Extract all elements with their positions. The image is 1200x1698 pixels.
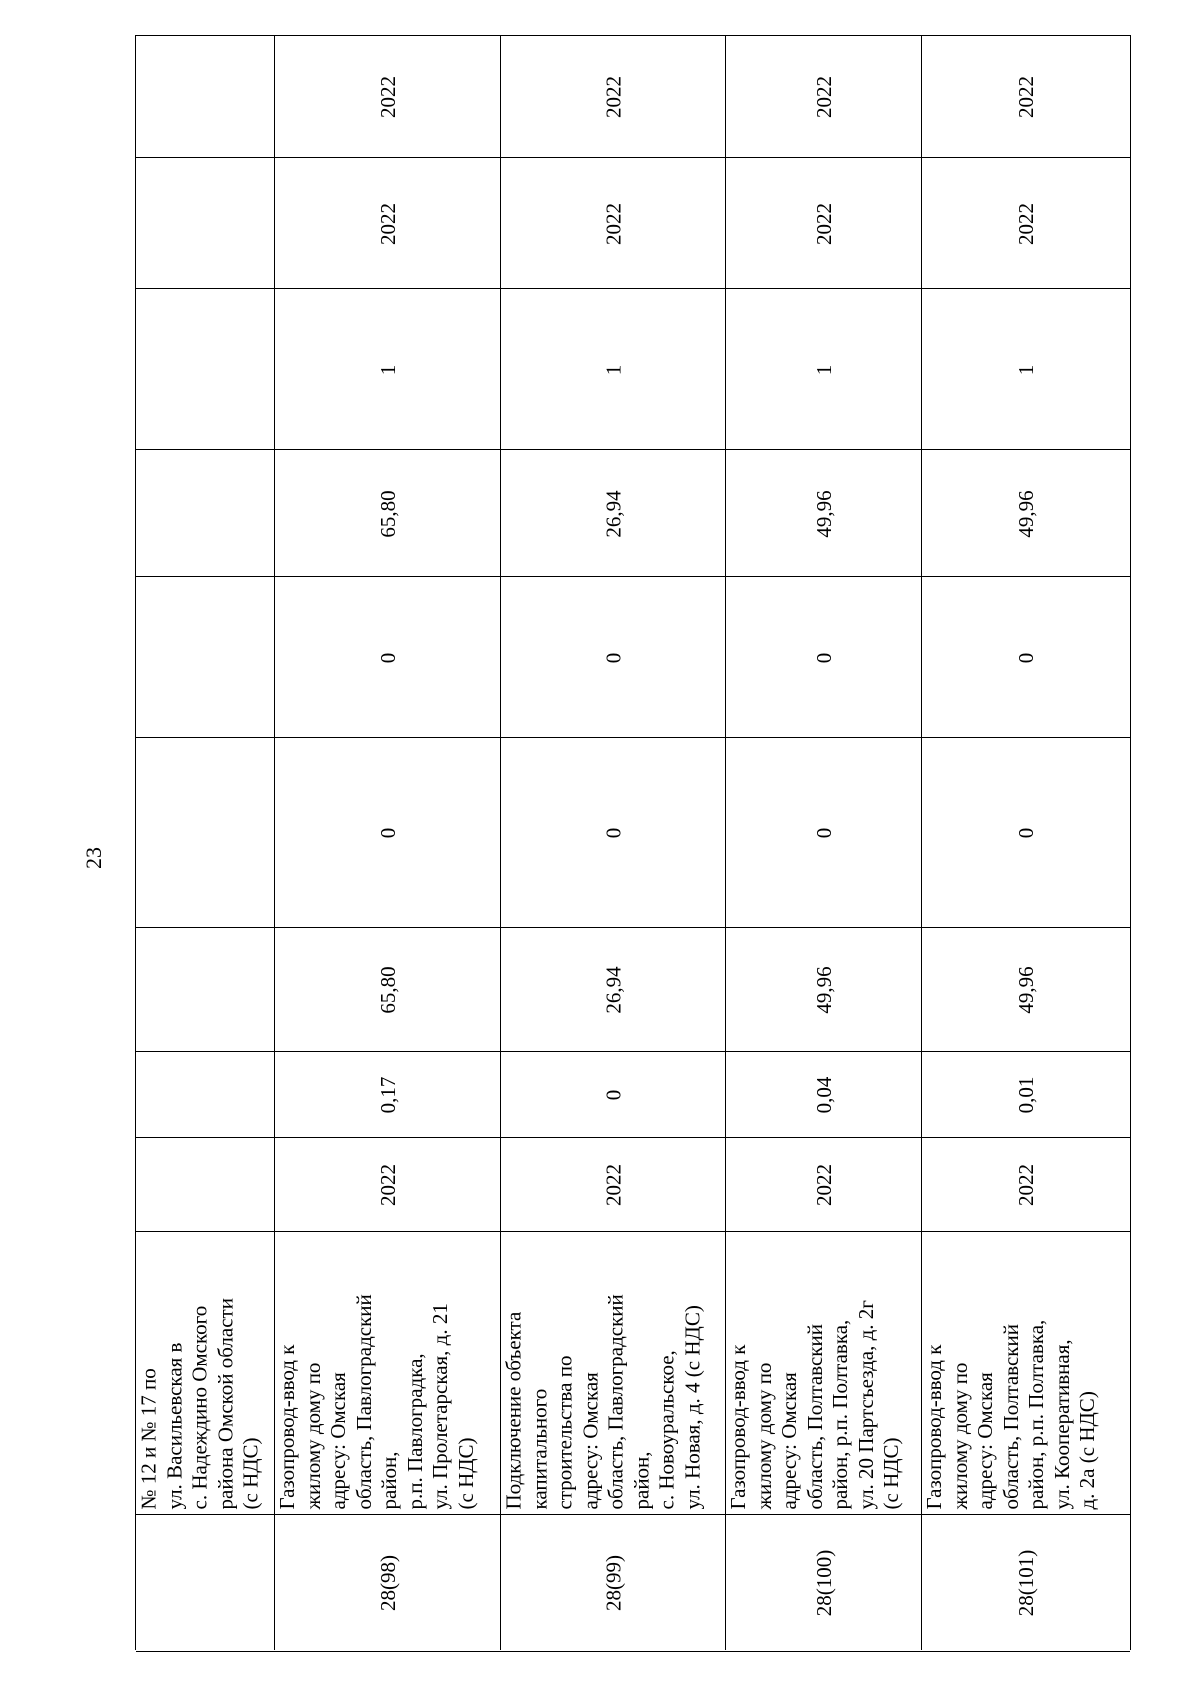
cell-col-6 [501,576,726,738]
cell-col-3 [501,1051,726,1138]
table-row [135,35,275,1650]
col-4-value [136,928,275,1052]
col-3-value: 0,01 [1013,1076,1038,1114]
description-line: района Омской области [212,1297,237,1509]
cell-row-id [922,1514,1130,1652]
cell-col-7 [726,449,922,577]
description-line: район, р.п. Полтавка, [1024,1319,1048,1509]
description-line: жилому дому по [300,1362,325,1509]
description-line: с. Надеждино Омского [187,1305,211,1509]
cell-col-6 [275,576,501,738]
col-9-value: 2022 [1013,202,1038,245]
col-3-value: 0,04 [811,1076,836,1114]
row-id-value: 28(101) [1013,1549,1038,1617]
description-line: д. 2а (с НДС) [1075,1390,1099,1509]
description-line: (с НДС) [453,1436,478,1509]
description-line: (с НДС) [879,1436,903,1509]
cell-col-6 [136,576,275,738]
description-line: район, [628,1450,653,1509]
object-description [136,1232,275,1515]
cell-col-8 [136,288,275,450]
cell-year [501,1137,726,1232]
col-8-value: 1 [375,364,400,375]
cell-col-8 [922,288,1130,450]
table-row [725,35,922,1650]
description-line: ул. Пролетарская, д. 21 [428,1302,452,1509]
table-row [921,35,1131,1650]
object-description [922,1232,1130,1515]
col-10-value: 2022 [375,76,400,118]
cell-col-8 [726,288,922,450]
description-line: область, Павлоградский [351,1293,376,1509]
row-id-value: 28(100) [811,1549,836,1617]
col-9-value [136,158,275,289]
cell-col-7 [922,449,1130,577]
col-7-value [136,450,275,577]
cell-col-9 [726,157,922,289]
data-table [135,35,1129,1650]
col-8-value [136,289,275,450]
cell-col-10 [922,35,1130,158]
description-line: Газопровод-ввод к [726,1344,750,1509]
cell-col-10 [136,35,275,158]
year-value: 2022 [601,1164,625,1206]
col-6-value: 0 [601,652,625,663]
year-value: 2022 [1013,1164,1038,1206]
col-4-value: 49,96 [1013,966,1038,1014]
col-10-value [136,36,275,158]
col-8-value: 1 [811,364,836,375]
col-9-value: 2022 [601,202,625,245]
cell-col-4 [136,927,275,1052]
cell-col-5 [275,737,501,928]
cell-row-id [136,1514,275,1652]
cell-col-5 [136,737,275,928]
cell-col-6 [726,576,922,738]
cell-col-5 [726,737,922,928]
cell-col-4 [922,927,1130,1052]
description-line: (с НДС) [238,1436,262,1509]
cell-col-5 [922,737,1130,928]
cell-year [726,1137,922,1232]
year-value [136,1138,275,1232]
description-line: область, Павлоградский [603,1293,627,1509]
cell-description [501,1231,726,1515]
description-line: область, Полтавский [998,1323,1023,1509]
cell-col-4 [726,927,922,1052]
cell-col-5 [501,737,726,928]
cell-description [726,1231,922,1515]
description-line: ул. 20 Партсъезда, д. 2г [853,1299,878,1509]
description-line: Подключение объекта [501,1311,525,1509]
col-6-value: 0 [375,652,400,663]
col-3-value [136,1052,275,1138]
cell-col-7 [275,449,501,577]
cell-col-3 [136,1051,275,1138]
cell-description [136,1231,275,1515]
description-line: адресу: Омская [973,1371,997,1509]
cell-col-7 [136,449,275,577]
cell-year [136,1137,275,1232]
cell-row-id [726,1514,922,1652]
row-id-value: 28(98) [375,1555,400,1611]
col-8-value: 1 [1013,364,1038,375]
description-line: № 12 и № 17 по [136,1367,160,1509]
description-line: адресу: Омская [326,1371,350,1509]
description-line: ул. Васильевская в [161,1342,186,1509]
object-description [726,1232,922,1515]
year-value: 2022 [375,1164,400,1206]
col-10-value: 2022 [1013,76,1038,118]
col-5-value: 0 [375,827,400,839]
description-line: ул. Новая, д. 4 (с НДС) [679,1304,704,1509]
description-line: строительства по [552,1355,576,1509]
row-id-value [136,1515,275,1651]
col-3-value: 0,17 [375,1076,400,1114]
description-line: область, Полтавский [802,1323,827,1509]
object-description [275,1232,501,1515]
col-10-value: 2022 [811,76,836,118]
col-7-value: 65,80 [375,489,400,538]
cell-col-6 [922,576,1130,738]
col-4-value: 49,96 [811,966,836,1014]
col-7-value: 49,96 [811,489,836,538]
page-number: 23 [81,847,106,869]
cell-col-8 [501,288,726,450]
col-3-value: 0 [601,1089,625,1101]
cell-row-id [501,1514,726,1652]
row-id-value: 28(99) [601,1555,625,1611]
description-line: жилому дому по [751,1362,776,1509]
cell-col-4 [275,927,501,1052]
cell-col-9 [275,157,501,289]
col-8-value: 1 [601,364,625,375]
cell-col-3 [922,1051,1130,1138]
description-line: р.п. Павлоградка, [402,1352,427,1509]
cell-description [922,1231,1130,1515]
col-10-value: 2022 [601,76,625,118]
col-9-value: 2022 [811,202,836,245]
cell-col-3 [726,1051,922,1138]
cell-col-4 [501,927,726,1052]
cell-col-9 [136,157,275,289]
description-line: адресу: Омская [577,1371,602,1509]
object-description [501,1232,726,1515]
description-line: капитального [526,1388,551,1509]
cell-col-10 [726,35,922,158]
description-line: Газопровод-ввод к [922,1344,946,1509]
description-line: ул. Кооперативная, [1049,1338,1074,1509]
col-5-value: 0 [811,827,836,839]
col-6-value: 0 [1013,652,1038,663]
cell-year [922,1137,1130,1232]
cell-row-id [275,1514,501,1652]
cell-description [275,1231,501,1515]
cell-col-8 [275,288,501,450]
col-5-value: 0 [601,827,625,839]
description-line: район, [377,1450,401,1509]
cell-col-7 [501,449,726,577]
description-line: район, р.п. Полтавка, [828,1319,852,1509]
description-line: Газопровод-ввод к [275,1344,299,1509]
cell-col-10 [275,35,501,158]
year-value: 2022 [811,1164,836,1206]
col-6-value [136,577,275,738]
col-4-value: 26,94 [601,966,625,1014]
cell-col-9 [922,157,1130,289]
cell-col-9 [501,157,726,289]
description-line: жилому дому по [947,1362,972,1509]
cell-col-10 [501,35,726,158]
col-6-value: 0 [811,652,836,663]
table-row [274,35,501,1650]
cell-col-3 [275,1051,501,1138]
description-line: адресу: Омская [777,1371,801,1509]
col-7-value: 49,96 [1013,489,1038,538]
col-7-value: 26,94 [601,489,625,538]
col-9-value: 2022 [375,202,400,245]
table-row [500,35,726,1650]
col-4-value: 65,80 [375,966,400,1014]
col-5-value: 0 [1013,827,1038,839]
col-5-value [136,738,275,928]
cell-year [275,1137,501,1232]
description-line: с. Новоуральское, [654,1349,678,1509]
